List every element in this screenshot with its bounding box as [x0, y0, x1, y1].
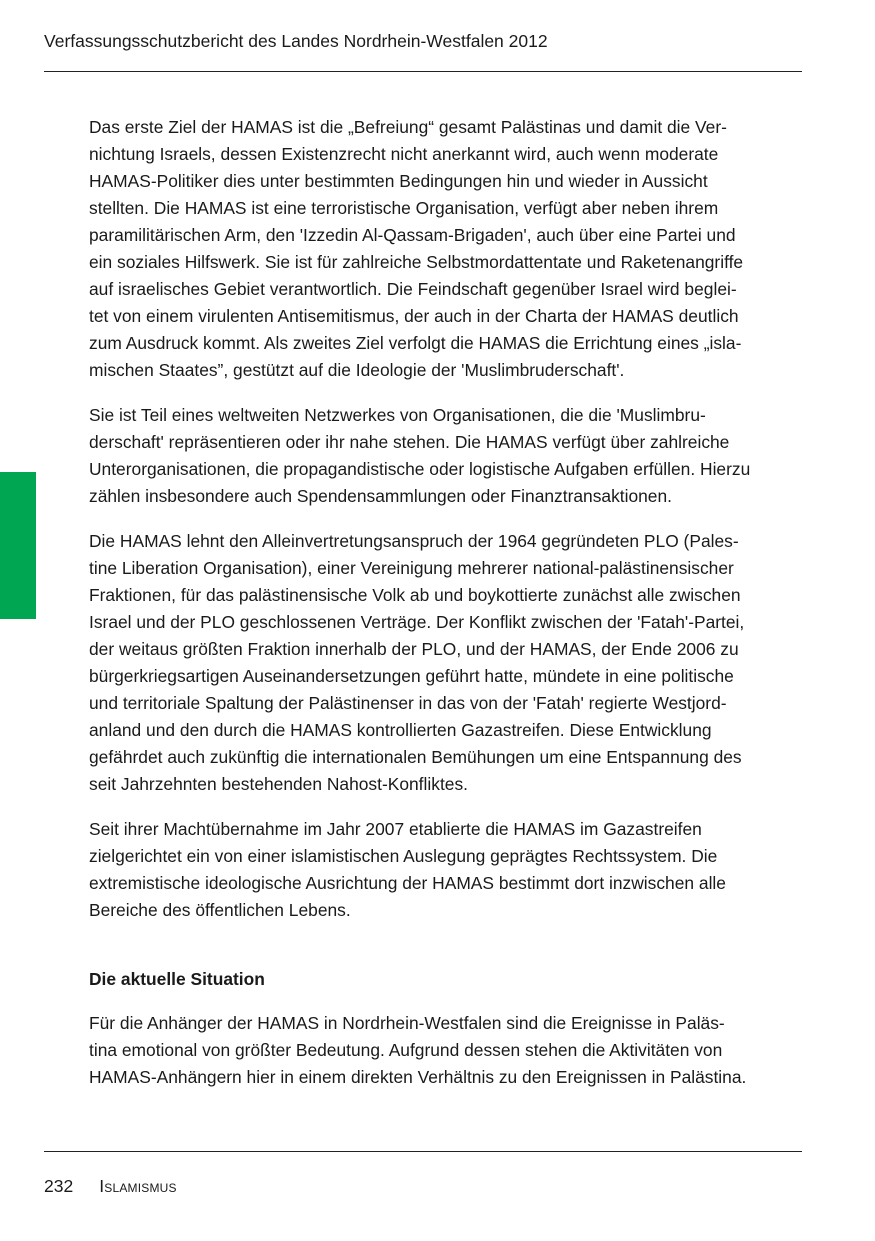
paragraph: Die HAMAS lehnt den Alleinvertretungsanspruch der 1964 gegründeten PLO (Pales- tine Liberation Organisation), einer Vereinigung mehrerer national-palästinensischer Fraktionen, für das palästinensische Volk ab und boykottierte zunächst alle zwischen Israel und der PLO geschlossenen Verträge. Der Konflikt zwischen der 'Fatah'-Partei, der weitaus größten Fraktion innerhalb der PLO, und der HAMAS, der Ende 2006 zu bürgerkriegsartigen Auseinandersetzungen geführt hatte, mündete in eine politische und territoriale Spaltung der Palästinenser in das von der 'Fatah' regierte Westjord- anland und den durch die HAMAS kontrollierten Gazastreifen. Diese Entwicklung gefährdet auch zukünftig die internationalen Bemühungen um eine Entspannung des seit Jahrzehnten bestehenden Nahost-Konfliktes.: [89, 531, 745, 794]
paragraph: Sie ist Teil eines weltweiten Netzwerkes von Organisationen, die die 'Muslimbru- derschaft' repräsentieren oder ihr nahe stehen. Die HAMAS verfügt über zahlreiche Unterorganisationen, die propagandistische oder logistische Aufgaben erfüllen. Hierzu zählen insbesondere auch Spendensammlungen oder Finanztransaktionen.: [89, 405, 751, 506]
footer-divider: [44, 1151, 802, 1152]
page-footer: [44, 1175, 177, 1197]
paragraph: Seit ihrer Machtübernahme im Jahr 2007 etablierte die HAMAS im Gazastreifen zielgerichtet ein von einer islamistischen Auslegung geprägtes Rechtssystem. Die extremistische ideologische Ausrichtung der HAMAS bestimmt dort inzwischen alle Bereiche des öffentlichen Lebens.: [89, 819, 726, 920]
main-text: [89, 114, 805, 1109]
paragraph: Für die Anhänger der HAMAS in Nordrhein-Westfalen sind die Ereignisse in Paläs- tina emotional von größter Bedeutung. Aufgrund dessen stehen die Aktivitäten von HAMAS-Anhängern hier in einem direkten Verhältnis zu den Ereignissen in Palästina.: [89, 1013, 747, 1087]
paragraph: Das erste Ziel der HAMAS ist die „Befreiung“ gesamt Palästinas und damit die Ver- nichtung Israels, dessen Existenzrecht nicht anerkannt wird, auch wenn moderate HAMAS-Politiker dies unter bestimmten Bedingungen hin und wieder in Aussicht stellten. Die HAMAS ist eine terroristische Organisation, verfügt aber neben ihrem paramilitärischen Arm, den 'Izzedin Al-Qassam-Brigaden', auch über eine Partei und ein soziales Hilfswerk. Sie ist für zahlreiche Selbstmordattentate und Raketenangriffe auf israelisches Gebiet verantwortlich. Die Feindschaft gegenüber Israel wird beglei- tet von einem virulenten Antisemitismus, der auch in der Charta der HAMAS deutlich zum Ausdruck kommt. Als zweites Ziel verfolgt die HAMAS die Errichtung eines „isla- mischen Staates”, gestützt auf die Ideologie der 'Muslimbruderschaft'.: [89, 117, 744, 380]
footer-section-name: Islamismus: [99, 1176, 177, 1196]
chapter-marker-tab: [0, 472, 36, 619]
running-header-title: Verfassungsschutzbericht des Landes Nordrhein-Westfalen 2012: [44, 31, 548, 51]
header-divider: [44, 71, 802, 72]
section-heading: Die aktuelle Situation: [89, 969, 265, 989]
page-number: 232: [44, 1176, 74, 1196]
